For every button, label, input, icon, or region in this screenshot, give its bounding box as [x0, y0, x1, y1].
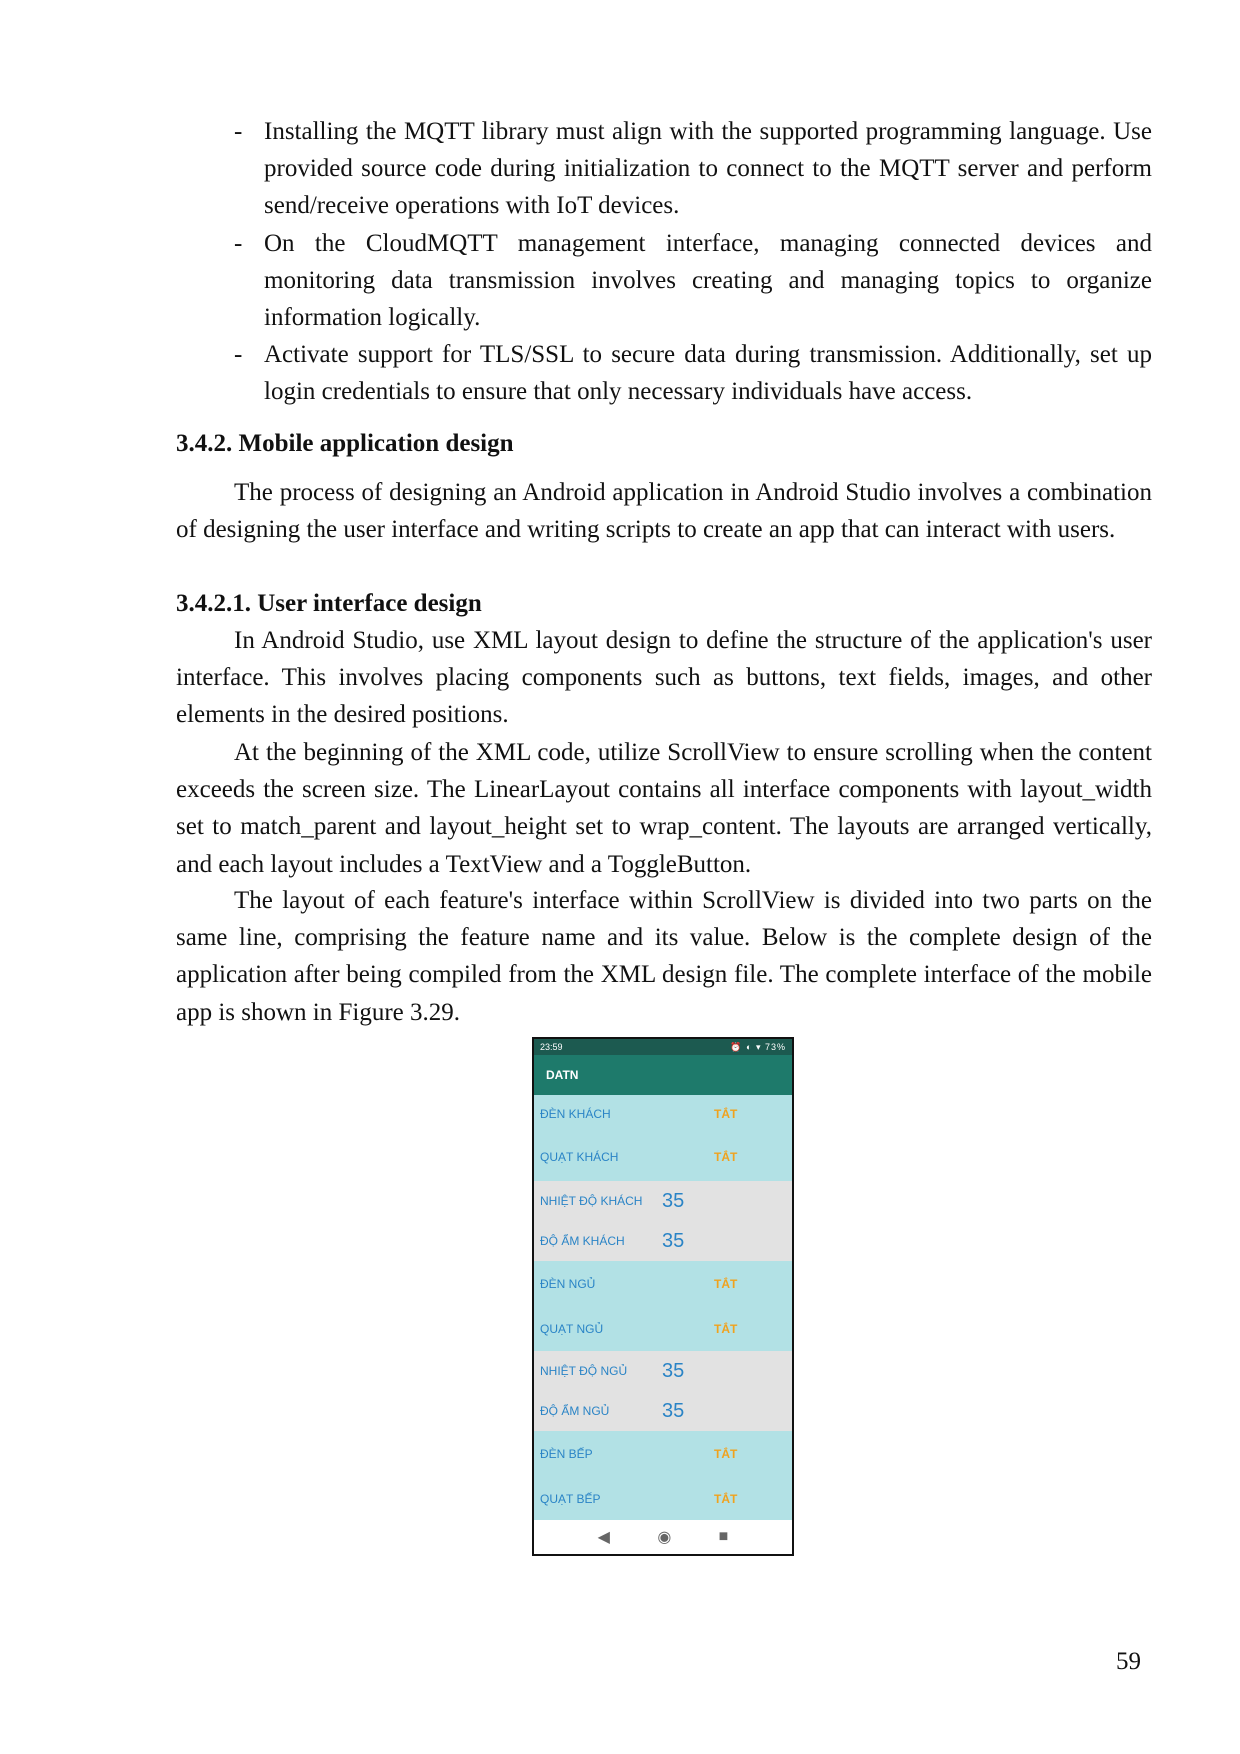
paragraph: The layout of each feature's interface within ScrollView is divided into two parts on the same line, comprising the feature name and its value. Below is the complete design of the application after being compiled from the XML design file. The complete interface of the mobile app is shown in Figure 3.29.: [176, 887, 1152, 1026]
toggle-button[interactable]: TẮT: [714, 1321, 738, 1336]
subsection-heading: 3.4.2.1. User interface design: [176, 590, 482, 617]
feature-label: ĐÈN NGỦ: [540, 1276, 596, 1291]
feature-label: QUẠT KHÁCH: [540, 1150, 619, 1164]
feature-row: [534, 1306, 792, 1351]
bullet-dash: -: [234, 229, 243, 257]
feature-row: [534, 1133, 792, 1181]
status-icons: ⏰ ◐ ▾ 73%: [730, 1041, 786, 1052]
feature-value: 35: [662, 1189, 685, 1212]
bullet-dash: -: [234, 341, 243, 369]
section-intro: The process of designing an Android application in Android Studio involves a combination of designing the user interface and writing scripts to create an app that can interact with users.: [176, 479, 1152, 544]
feature-row: [534, 1261, 792, 1306]
toggle-button[interactable]: TẮT: [714, 1107, 738, 1121]
feature-value: 35: [662, 1359, 685, 1382]
bullet-text: On the CloudMQTT management interface, managing connected devices and monitoring data transmission involves creating and managing topics to organize information logically.: [264, 229, 1152, 332]
feature-label: ĐÈN BẾP: [540, 1446, 593, 1461]
back-icon[interactable]: ◀: [597, 1529, 610, 1546]
feature-row: [534, 1095, 792, 1133]
section-heading: 3.4.2. Mobile application design: [176, 430, 514, 457]
toggle-button[interactable]: TẮT: [714, 1446, 738, 1461]
status-bar: [534, 1039, 792, 1055]
toggle-button[interactable]: TẮT: [714, 1150, 738, 1164]
feature-label: NHIỆT ĐỘ NGỦ: [540, 1364, 628, 1378]
feature-row: [534, 1391, 792, 1431]
feature-label: QUẠT BẾP: [540, 1491, 601, 1506]
feature-row: [534, 1181, 792, 1221]
status-time: 23:59: [540, 1042, 563, 1052]
bullet-list: [176, 113, 1152, 411]
home-icon[interactable]: ◉: [657, 1529, 672, 1546]
bullet-text: Installing the MQTT library must align with the supported programming language. Use provided source code during initialization to connect to the MQTT server and perform send/receive operations with IoT devices.: [264, 118, 1152, 220]
app-bar: [534, 1055, 792, 1095]
toggle-button[interactable]: TẮT: [714, 1276, 738, 1291]
feature-row: [534, 1431, 792, 1476]
feature-list: [534, 1095, 792, 1521]
feature-label: QUẠT NGỦ: [540, 1321, 604, 1336]
feature-row: [534, 1351, 792, 1391]
feature-label: ĐỘ ẨM KHÁCH: [540, 1234, 625, 1248]
bullet-item: [176, 336, 1152, 410]
feature-label: ĐỘ ẨM NGỦ: [540, 1404, 610, 1418]
feature-row: [534, 1221, 792, 1261]
feature-label: ĐÈN KHÁCH: [540, 1107, 611, 1121]
navigation-bar: [534, 1520, 792, 1554]
feature-row: [534, 1476, 792, 1521]
feature-value: 35: [662, 1229, 685, 1252]
bullet-text: Activate support for TLS/SSL to secure data during transmission. Additionally, set up login credentials to ensure that only necessary individuals have access.: [264, 341, 1152, 406]
paragraph: In Android Studio, use XML layout design to define the structure of the application's user interface. This involves placing components such as buttons, text fields, images, and other elements in the desired positions.: [176, 627, 1152, 729]
paragraph: At the beginning of the XML code, utilize ScrollView to ensure scrolling when the content exceeds the screen size. The LinearLayout contains all interface components with layout_width set to match_parent and layout_height set to wrap_content. The layouts are arranged vertically, and each layout includes a TextView and a ToggleButton.: [176, 739, 1152, 878]
recents-icon[interactable]: ■: [718, 1528, 729, 1545]
app-title: DATN: [546, 1068, 579, 1082]
bullet-dash: -: [234, 118, 243, 145]
bullet-item: [176, 225, 1152, 337]
bullet-item: [176, 113, 1152, 225]
feature-label: NHIỆT ĐỘ KHÁCH: [540, 1194, 643, 1208]
feature-value: 35: [662, 1399, 685, 1422]
page-number: 59: [1116, 1648, 1141, 1675]
toggle-button[interactable]: TẮT: [714, 1491, 738, 1506]
mobile-app-screenshot: [532, 1037, 794, 1556]
